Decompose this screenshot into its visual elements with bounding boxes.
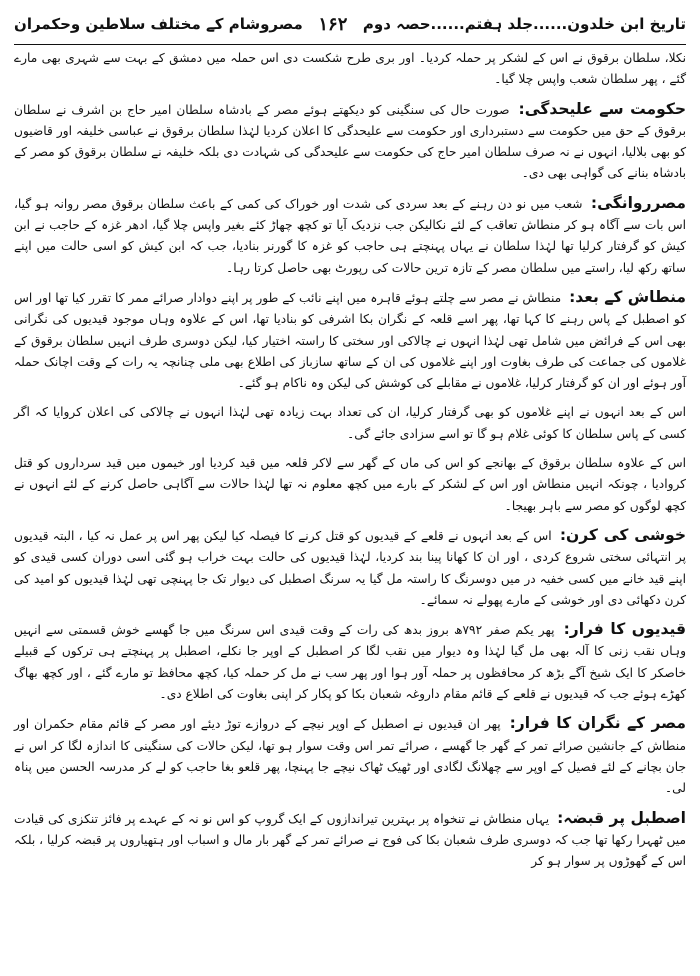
paragraph-text: پھر ان قیدیوں نے اصطبل کے اوپر نیچے کے دروازے توڑ دیئے اور مصر کے قائم مقام حکمران اور منطاش کے جانشین صرائے تمر کے گھر جا گھسے ، صرائے تمر اس وقت سوار ہو تھا، لیکن حالات کی سنگینی کا اندازہ لگا کر اس نے جان بچانے کے لئے فصیل کے اوپر سے چھلانگ لگادی اور ٹھیک ٹھاک نیچے جا پہنچا، پھر قلعو بغا حاجب کو لے کر مدرسہ الحسن میں پناہ لی۔ [14, 717, 686, 796]
paragraph [14, 619, 686, 705]
section-heading: اصطبل پر قبضہ: [557, 808, 686, 827]
header-chapter-title: مصروشام کے مختلف سلاطین وحکمران [14, 15, 303, 33]
paragraph [14, 287, 686, 394]
section-heading: حکومت سے علیحدگی: [518, 99, 687, 118]
running-header [14, 4, 686, 45]
paragraph-text: یہاں منطاش نے تنخواہ پر بہترین تیراندازوں کے ایک گروپ کو اس نو نہ کے عہدے پر فائز تنکزی کی قیادت میں ٹھہرا رکھا تھا جب کہ دوسری طرف شعبان بکا کی فوج نے صرائے تمر کے گھر بار مال و اسباب اور ہتھیاروں پر قبضہ کرلیا ، بلکہ اس کے گھوڑوں پر سوار ہو کر [14, 811, 686, 869]
page-body [14, 48, 686, 872]
section-heading: قیدیوں کا فرار: [563, 620, 686, 639]
section-heading: مصرروانگی: [590, 193, 687, 212]
paragraph-text: اس کے علاوہ سلطان برقوق کے بھانجے کو اس کی ماں کے گھر سے لاکر قلعہ میں قید کردیا اور خیموں میں قید سرداروں کو قتل کروادیا ، چونکہ انہیں منطاش اور اس کے لشکر کے بارے میں کچھ معلوم نہ تھا لہٰذا حالات سے آگاہی حاصل کرنے کے لئے انہوں نے کچھ لوگوں کو مصر سے باہر بھیجا۔ [14, 456, 686, 513]
section-heading: مصر کے نگران کا فرار: [509, 714, 686, 733]
paragraph [14, 193, 686, 279]
paragraph [14, 99, 686, 185]
paragraph-text: شعب میں نو دن رہنے کے بعد سردی کی شدت اور خوراک کی کمی کے باعث سلطان برقوق مصر روانہ ہو گیا، اس بات سے آگاہ ہو کر منطاش تعاقب کے لئے نکالیکن جب نزدیک آیا تو کچھ چھاڑ کئے بغیر واپس چلا گیا، ادھر غزہ کے حاجب نے ابن کیش کو گرفتار کرلیا تھا لہٰذا سلطان نے یہاں پہنچتے ہی حاجب کو غزہ کا گورنر بنادیا، جب کہ ابن کیش کو اسی حالت میں اپنے ساتھ رکھ لیا، راستے میں سلطان مصر کے تازہ ترین حالات کی رپورٹ بھی حاصل کرتا رہا۔ [14, 196, 686, 275]
paragraph [14, 48, 686, 91]
paragraph [14, 525, 686, 611]
paragraph [14, 808, 686, 873]
section-heading: منطاش کے بعد: [569, 287, 687, 306]
header-book-title: تاریخ ابن خلدون......جلد ہفتم......حصہ دوم [362, 15, 686, 33]
page-number: ۱۶۲ [318, 13, 348, 35]
paragraph-text: پھر یکم صفر ۷۹۲ھ بروز بدھ کی رات کے وقت قیدی اس سرنگ میں جا گھسے خوش قسمتی سے انہیں وہاں نقب زنی کا آلہ بھی مل گیا لہٰذا وہ دیوار میں نقب لگا کر اصطبل کے اوپر جا نکلے، اصطبل پر پہنچتے ہی ترکوں کے قبیلے خاصکر کا ایک شیخ آگے بڑھ کر محافظوں پر حملہ آور ہوا اور پھر سب نے مل کر حملہ کیا، کچھ محافظ تو مارے گئے ، اور کچھ بھاگ کھڑے ہوئے جب کہ قیدیوں نے قلعے کے قائم مقام داروغہ شعبان بکا کو پکار کر اپنی بغاوت کی اطلاع دی۔ [14, 623, 686, 702]
paragraph [14, 713, 686, 799]
paragraph-text: منطاش نے مصر سے چلتے ہوئے قاہرہ میں اپنے نائب کے طور پر اپنے دوادار صرائے ممر کا تقرر کیا تھا اور اس کو اصطبل کے پاس رہنے کا کہا تھا، پھر اسے قلعہ کے نگران بکا اشرفی کو بنادیا تھا، اس کے علاوہ وہاں موجود قیدیوں کی نگرانی بھی اس کے فرائض میں شامل تھی لہٰذا انہوں نے چالاکی اور سختی کا راستہ اختیار کیا، لیکن دوسری طرف انہیں سلطان برقوق کے غلاموں کی جماعت کی طرف بغاوت اور اپنے غلاموں کی ان کے ساتھ سازباز کی اطلاع بھی ملی چنانچہ یہ رات کے وقت اچانک حملہ آور ہوئے اور ان کو گرفتار کرلیا، غلاموں نے مقابلے کی کوشش کی لیکن وہ ناکام ہو گئے۔ [14, 290, 686, 391]
paragraph-text: اس کے بعد انہوں نے قلعے کے قیدیوں کو قتل کرنے کا فیصلہ کیا لیکن پھر اس پر عمل نہ کیا ، البتہ قیدیوں پر انتہائی سختی شروع کردی ، اور ان کا کھانا پینا بند کردیا، لہٰذا قیدیوں کی حالت بہت خراب ہو گئی اسی دوران کسی قیدی کو اپنے قید خانے میں کسی خفیہ در میں دوسرنگ کا راستہ مل گیا یہ سرنگ اصطبل کی دیوار تک جا پہنچی تھی لہٰذا قیدیوں کو امید کی کرن دکھائی دی اور خوشی کے مارے پھولے نہ سمائے۔ [14, 528, 686, 607]
paragraph [14, 453, 686, 517]
paragraph-text: نکلا، سلطان برقوق نے اس کے لشکر پر حملہ کردیا۔ اور بری طرح شکست دی اس حملہ میں دمشق کے بہت سے شہری بھی مارے گئے ، پھر سلطان شعب واپس چلا گیا۔ [14, 51, 686, 87]
paragraph [14, 402, 686, 445]
paragraph-text: صورت حال کی سنگینی کو دیکھتے ہوئے مصر کے بادشاہ سلطان امیر حاج بن اشرف نے سلطان برقوق کے حق میں حکومت سے دستبرداری اور حکومت سے علیحدگی کا اعلان کردیا لہٰذا سلطان برقوق نے عباسی خلیفہ اور قاضیوں کو بھی بلالیا، انہوں نے نہ صرف سلطان امیر حاج کی حکومت سے علیحدگی کی شہادت دی بلکہ خلیفہ نے سلطان برقوق کو مصر کے بادشاہ بنانے کی گواہی بھی دی۔ [14, 102, 686, 181]
section-heading: خوشی کی کرن: [559, 525, 687, 544]
paragraph-text: اس کے بعد انہوں نے اپنے غلاموں کو بھی گرفتار کرلیا، ان کی تعداد بہت زیادہ تھی لہٰذا انہوں نے چالاکی کی اعلان کروایا کہ اگر کسی کے پاس سلطان کا کوئی غلام ہو گا تو اسے سزادی جائے گی۔ [14, 405, 686, 441]
